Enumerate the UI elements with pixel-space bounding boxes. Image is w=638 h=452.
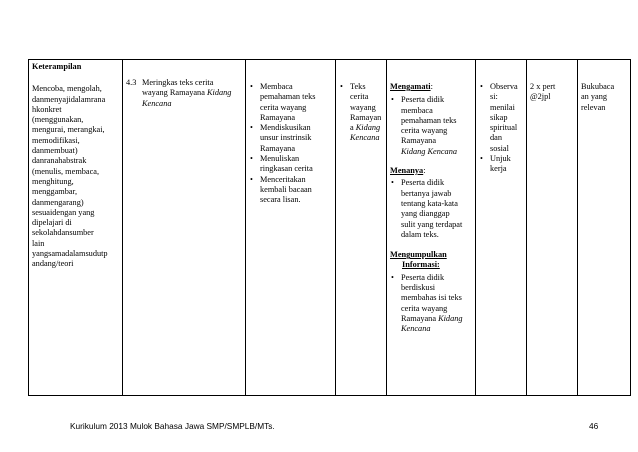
list-item xyxy=(339,82,383,144)
text-line: • Peserta didik xyxy=(401,272,445,282)
competence-text xyxy=(32,84,119,269)
text-line: Meringkas teks cerita xyxy=(142,78,214,87)
section-colon: : xyxy=(430,82,433,91)
text-line: membahas isi teks xyxy=(401,293,462,303)
text-line: • Mendiskusikan xyxy=(260,123,311,133)
text-line: wayang xyxy=(350,102,376,112)
indicator-cell xyxy=(246,60,336,396)
text-line: @2jpl xyxy=(530,92,551,102)
text-line xyxy=(350,123,383,133)
page-number: 46 xyxy=(589,421,599,431)
italic-text: Kencana xyxy=(350,133,380,143)
mengamati-list xyxy=(390,95,472,157)
text-span: a xyxy=(350,123,354,133)
list-item xyxy=(479,82,523,154)
list-item xyxy=(249,82,332,123)
text-line: yang dianggap xyxy=(401,209,450,219)
text-line: pemahaman teks xyxy=(260,92,316,102)
text-line: spiritual xyxy=(490,123,518,133)
text-line: • Menuliskan xyxy=(260,154,300,164)
text-line: dan xyxy=(490,133,502,143)
text-line: Ramayan xyxy=(350,112,382,122)
assessment-list xyxy=(479,82,523,175)
text-span: Ramayana xyxy=(401,313,437,323)
italic-text: Kencana xyxy=(401,324,431,334)
text-line: • Peserta didik xyxy=(401,95,445,105)
text-line: Ramayana xyxy=(260,112,296,122)
italic-text: Kidang xyxy=(206,88,232,98)
material-list xyxy=(339,82,383,144)
list-item xyxy=(390,95,472,157)
section-label: Menanya xyxy=(390,166,424,176)
text-line: • Teks xyxy=(350,82,366,91)
text-line: • Peserta didik xyxy=(401,178,445,188)
text-line: berdiskusi xyxy=(401,283,436,293)
competence-description xyxy=(142,78,242,109)
text-line: dalam teks. xyxy=(401,229,439,239)
list-item xyxy=(479,154,523,175)
text-line: cerita wayang xyxy=(401,303,448,313)
text-line: Mencoba, mengolah, xyxy=(32,84,102,94)
list-item xyxy=(249,123,332,154)
text-line: 2 x pert xyxy=(530,82,556,91)
text-line: cerita wayang xyxy=(260,102,307,112)
page-footer: Kurikulum 2013 Mulok Bahasa Jawa SMP/SMPLB/MTs. xyxy=(70,421,275,431)
text-line: pemahaman teks xyxy=(401,115,457,125)
learning-activity-cell xyxy=(387,60,476,396)
text-line: tentang kata-kata xyxy=(401,198,458,208)
list-item xyxy=(390,178,472,240)
text-line: • Menceritakan xyxy=(260,174,306,184)
text-line: memodifikasi, xyxy=(32,135,80,145)
text-line: • Membaca xyxy=(260,82,293,91)
list-item xyxy=(249,175,332,206)
text-line: sesuaidengan yang xyxy=(32,207,95,217)
text-line: danmengarang) xyxy=(32,197,84,207)
text-line: sekolahdansumber xyxy=(32,228,94,238)
text-line: menilai xyxy=(490,102,515,112)
text-line: hkonkret xyxy=(32,104,62,114)
table-row xyxy=(29,60,631,396)
text-line: • Unjuk xyxy=(490,154,511,164)
learning-resource xyxy=(581,82,627,113)
section-label: Mengamati xyxy=(390,82,431,91)
text-line: membaca xyxy=(401,105,433,115)
text-line: bertanya jawab xyxy=(401,188,452,198)
menanya-heading xyxy=(390,166,472,176)
text-line: an yang xyxy=(581,92,608,102)
mengamati-heading xyxy=(390,82,472,92)
italic-text: Kencana xyxy=(142,98,172,108)
text-line: kerja xyxy=(490,164,507,174)
section-label: Mengumpulkan xyxy=(390,250,447,260)
basic-competence-item xyxy=(126,78,242,109)
text-line: Bukubaca xyxy=(581,82,615,91)
competence-number: 4.3 xyxy=(126,78,137,87)
mengumpulkan-list xyxy=(390,273,472,335)
competence-cell xyxy=(29,60,123,396)
italic-text: Kidang xyxy=(438,313,463,323)
section-label: Informasi: xyxy=(402,260,440,270)
italic-text: Kidang xyxy=(355,123,381,133)
menanya-list xyxy=(390,178,472,240)
text-line: si: xyxy=(490,92,498,102)
text-span: wayang Ramayana xyxy=(142,88,205,98)
text-line: danmenyajidalamrana xyxy=(32,94,106,104)
italic-text: Kidang Kencana xyxy=(401,146,457,156)
text-line: sosial xyxy=(490,143,509,153)
text-line: lain xyxy=(32,238,45,248)
section-colon: : xyxy=(423,166,426,176)
text-line: menggambar, xyxy=(32,187,78,197)
text-line: Ramayana xyxy=(260,143,296,153)
text-line: danmembuat) xyxy=(32,146,78,156)
text-line xyxy=(142,88,242,98)
text-line: sulit yang terdapat xyxy=(401,219,463,229)
text-line: yangsamadalamsudutp xyxy=(32,249,108,259)
text-line xyxy=(401,314,472,324)
text-line: kembali bacaan xyxy=(260,184,312,194)
list-item xyxy=(390,273,472,335)
text-line: • Observa xyxy=(490,82,518,91)
competence-heading: Keterampilan xyxy=(32,62,82,71)
syllabus-table xyxy=(28,59,631,396)
text-line: sikap xyxy=(490,112,508,122)
text-line: relevan xyxy=(581,102,606,112)
text-line: menghitung, xyxy=(32,176,74,186)
material-cell xyxy=(336,60,387,396)
text-line: danranahabstrak xyxy=(32,156,87,166)
mengumpulkan-heading xyxy=(390,250,472,271)
indicator-list xyxy=(249,82,332,206)
learning-resource-cell xyxy=(578,60,631,396)
text-line: cerita wayang xyxy=(401,126,448,136)
time-allocation xyxy=(530,82,574,103)
text-line: dipelajari di xyxy=(32,218,72,228)
text-line: mengurai, merangkai, xyxy=(32,125,105,135)
text-line: andang/teori xyxy=(32,259,74,269)
text-line: (menggunakan, xyxy=(32,115,84,125)
text-line: cerita xyxy=(350,92,369,102)
assessment-cell xyxy=(476,60,527,396)
text-line: (menulis, membaca, xyxy=(32,166,100,176)
text-line: ringkasan cerita xyxy=(260,164,313,174)
basic-competence-cell xyxy=(123,60,246,396)
text-line: Ramayana xyxy=(401,136,437,146)
list-item xyxy=(249,154,332,175)
time-allocation-cell xyxy=(527,60,578,396)
text-line: secara lisan. xyxy=(260,195,301,205)
text-line: unsur instrinsik xyxy=(260,133,312,143)
